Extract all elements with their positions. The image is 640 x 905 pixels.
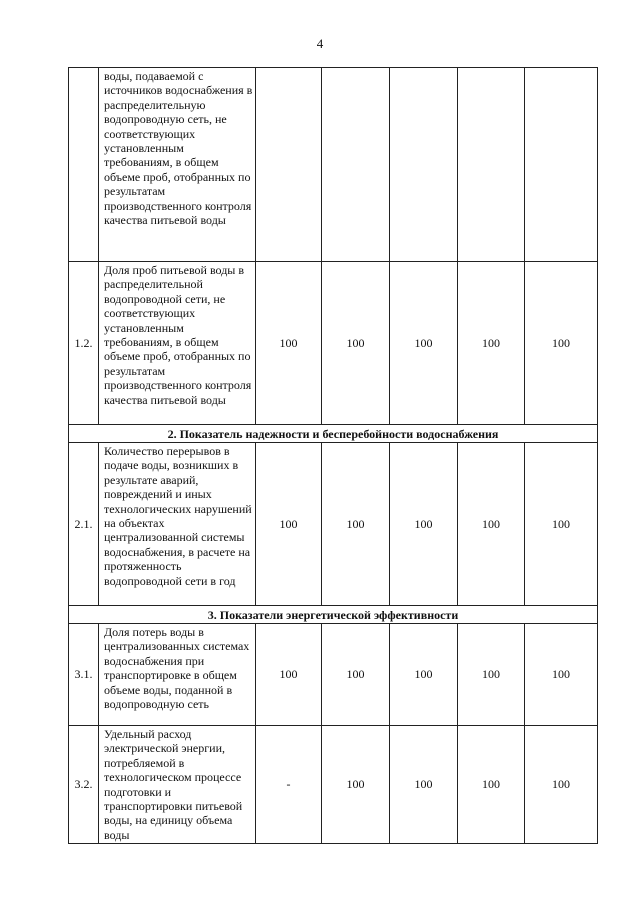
value-cell: 100	[458, 726, 525, 844]
value-cell: 100	[390, 726, 458, 844]
value-cell: 100	[390, 262, 458, 425]
value-cell: 100	[256, 624, 322, 726]
value-cell: 100	[458, 624, 525, 726]
row-description: Удельный расход электрической энергии, потребляемой в технологическом процессе подготовки и транспортировки питьевой воды, на единицу объема воды	[99, 726, 256, 844]
value-cell	[256, 68, 322, 262]
value-cell: -	[256, 726, 322, 844]
value-cell: 100	[256, 262, 322, 425]
row-description: Доля потерь воды в централизованных системах водоснабжения при транспортировке в общем объеме воды, поданной в водопроводную сеть	[99, 624, 256, 726]
row-number	[69, 68, 99, 262]
table-row	[69, 443, 598, 606]
indicators-table	[68, 67, 598, 844]
value-cell: 100	[322, 262, 390, 425]
section-title: 2. Показатель надежности и бесперебойности водоснабжения	[69, 425, 598, 443]
value-cell: 100	[525, 262, 598, 425]
value-cell: 100	[322, 726, 390, 844]
row-description: Количество перерывов в подаче воды, возникших в результате аварий, повреждений и иных технологических нарушений на объектах централизованной системы водоснабжения, в расчете на протяженность водопроводной сети в год	[99, 443, 256, 606]
value-cell: 100	[458, 262, 525, 425]
table-row	[69, 726, 598, 844]
section-row	[69, 425, 598, 443]
section-row	[69, 606, 598, 624]
table-row	[69, 624, 598, 726]
page-number: 4	[316, 36, 324, 51]
row-number: 1.2.	[69, 262, 99, 425]
value-cell: 100	[525, 726, 598, 844]
value-cell: 100	[458, 443, 525, 606]
table-row	[69, 262, 598, 425]
value-cell: 100	[525, 624, 598, 726]
value-cell	[390, 68, 458, 262]
value-cell: 100	[322, 443, 390, 606]
value-cell	[458, 68, 525, 262]
row-description: Доля проб питьевой воды в распределительной водопроводной сети, не соответствующих установленным требованиям, в общем объеме проб, отобранных по результатам производственного контроля качества питьевой воды	[99, 262, 256, 425]
value-cell: 100	[390, 624, 458, 726]
section-title: 3. Показатели энергетической эффективности	[69, 606, 598, 624]
value-cell	[525, 68, 598, 262]
row-number: 3.1.	[69, 624, 99, 726]
value-cell: 100	[256, 443, 322, 606]
row-description: воды, подаваемой с источников водоснабжения в распределительную водопроводную сеть, не соответствующих установленным требованиям, в общем объеме проб, отобранных по результатам производственного контроля качества питьевой воды	[99, 68, 256, 262]
table-row	[69, 68, 598, 262]
row-number: 3.2.	[69, 726, 99, 844]
value-cell: 100	[525, 443, 598, 606]
value-cell	[322, 68, 390, 262]
value-cell: 100	[390, 443, 458, 606]
value-cell: 100	[322, 624, 390, 726]
row-number: 2.1.	[69, 443, 99, 606]
